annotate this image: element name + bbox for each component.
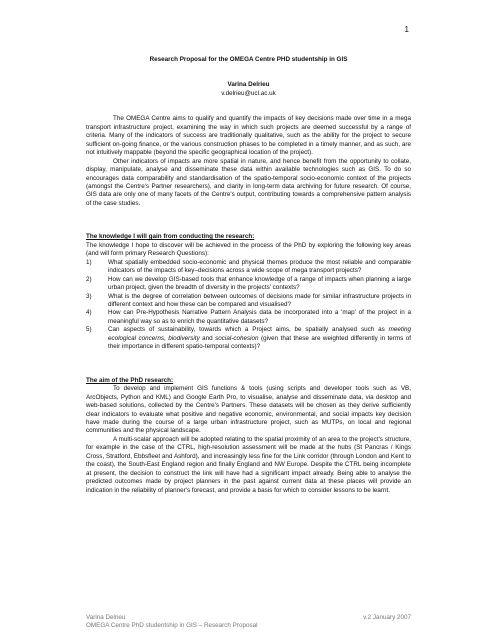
- author-name: Varina Delrieu: [227, 81, 270, 89]
- list-item: [86, 293, 411, 310]
- list-number: 5): [86, 326, 92, 334]
- list-number: 4): [86, 309, 92, 317]
- section-lead: The knowledge I hope to discover will be achieved in the process of the PhD by exploring the following key areas (and will form primary Research Questions):: [86, 241, 411, 258]
- list-item: [86, 259, 411, 276]
- page-footer: [86, 614, 411, 630]
- list-number: 2): [86, 275, 92, 283]
- footer-author: Varina Delrieu: [86, 614, 126, 621]
- aim-paragraph: A multi-scalar approach will be adopted relating to the spatial proximity of an area to the project's structure, for example in the case of the CTRL, high-resolution assessment will be made at the hubs (St Pancras / Kings Cross, Stratford, Ebbsfleet and Ashford), and increasingly less fine for the Link corridor (through London and Kent to the coast), the South-East England region and finally England and NW Europe. Despite the CTRL being incomplete at present, the decision to construct the link will have had a significant impact already. Being able to analyse the predicted outcomes made by project planners in the past against current data at these places will provide an indication in the reliability of planner's forecast, and provide a basis for which to consider lessons to be learnt.: [86, 435, 411, 494]
- list-item: [86, 309, 411, 326]
- research-questions-list: [86, 259, 411, 352]
- list-text: What spatially embedded socio-economic and physical themes produce the most reliable and comparable indicators of the impacts of key–decisions across a wide scope of mega transport projects?: [108, 258, 411, 275]
- page-number: 1: [404, 25, 409, 34]
- emphasis-text: meeting ecological concerns: [108, 326, 411, 342]
- footer-version: v.2 January 2007: [363, 614, 411, 621]
- list-item: [86, 326, 411, 351]
- section-heading-knowledge: The knowledge I will gain from conducting the research:: [86, 233, 255, 241]
- text-run: Can aspects of sustainability, towards which a Project aims, be spatially analysed such as: [108, 326, 389, 334]
- emphasis-text: social-cohesion: [215, 334, 259, 342]
- intro-paragraph: The OMEGA Centre aims to qualify and quantify the impacts of key decisions made over time in a mega transport infrastructure project, examining the way in which such projects are deemed successful by a range of criteria. Many of the indicators of success are traditionally qualitative, such as the ability for the project to secure sufficient on-going finance, or the various construction phases to be completed in a timely manner, and as such, are not intuitively mappable (beyond the specific geographical location of the project).: [86, 115, 411, 157]
- aim-paragraph: To develop and implement GIS functions & tools (using scripts and developer tools such as VB, ArcObjects, Python and KML) and Google Earth Pro, to visualise, analyse and disseminate data, via desktop and web-based solutions, collected by the Centre's Partners. These datasets will be chosen as they derive sufficiently clear indicators to evaluate what positive and negative economic, environmental, and social impacts key decision have made during the course of a large urban infrastructure project, such as MUTPs, on local and regional communities and the physical landscape.: [86, 385, 411, 435]
- list-number: 1): [86, 258, 92, 266]
- document-body: [86, 56, 411, 495]
- text-run: ,: [164, 334, 169, 342]
- section-heading-aim: The aim of the PhD research:: [86, 376, 174, 384]
- list-text: How can Pre-Hypothesis Narrative Pattern Analysis data be incorporated into a 'map' of the project in a meaningful way so as to enrich the quantitative datasets?: [108, 309, 411, 325]
- footer-document-name: OMEGA Centre PhD studentship in GIS – Research Proposal: [86, 622, 258, 629]
- text-run: (given that these are weighted differently in terms of their importance in different spatio-temporal contexts)?: [108, 334, 411, 351]
- author-email: v.delrieu@ucl.ac.uk: [221, 89, 276, 97]
- intro-paragraph: Other indicators of impacts are more spatial in nature, and hence benefit from the opportunity to collate, display, manipulate, analyse and disseminate these data within available technologies such as GIS. To do so encourages data comparability and standardisation of the spatio-temporal socio-economic context of the projects (amongst the Centre's Partner researchers), and clarity in long-term data archiving for future research. Of course, GIS data are only one of many facets of the Centre's output, contributing towards a comprehensive pattern analysis of the case studies.: [86, 157, 411, 207]
- list-item: [86, 276, 411, 293]
- list-number: 3): [86, 292, 92, 300]
- list-text: [96, 326, 411, 351]
- list-text: How can we develop GIS-based tools that enhance knowledge of a range of impacts when planning a large urban project, given the breadth of diversity in the projects' contexts?: [108, 275, 411, 292]
- emphasis-text: biodiversity: [168, 334, 200, 342]
- text-run: and: [199, 334, 216, 342]
- document-title: Research Proposal for the OMEGA Centre PHD studentship in GIS: [149, 56, 348, 63]
- list-text: What is the degree of correlation between outcomes of decisions made for similar infrastructure projects in different context and how these can be compared and visualised?: [108, 292, 411, 308]
